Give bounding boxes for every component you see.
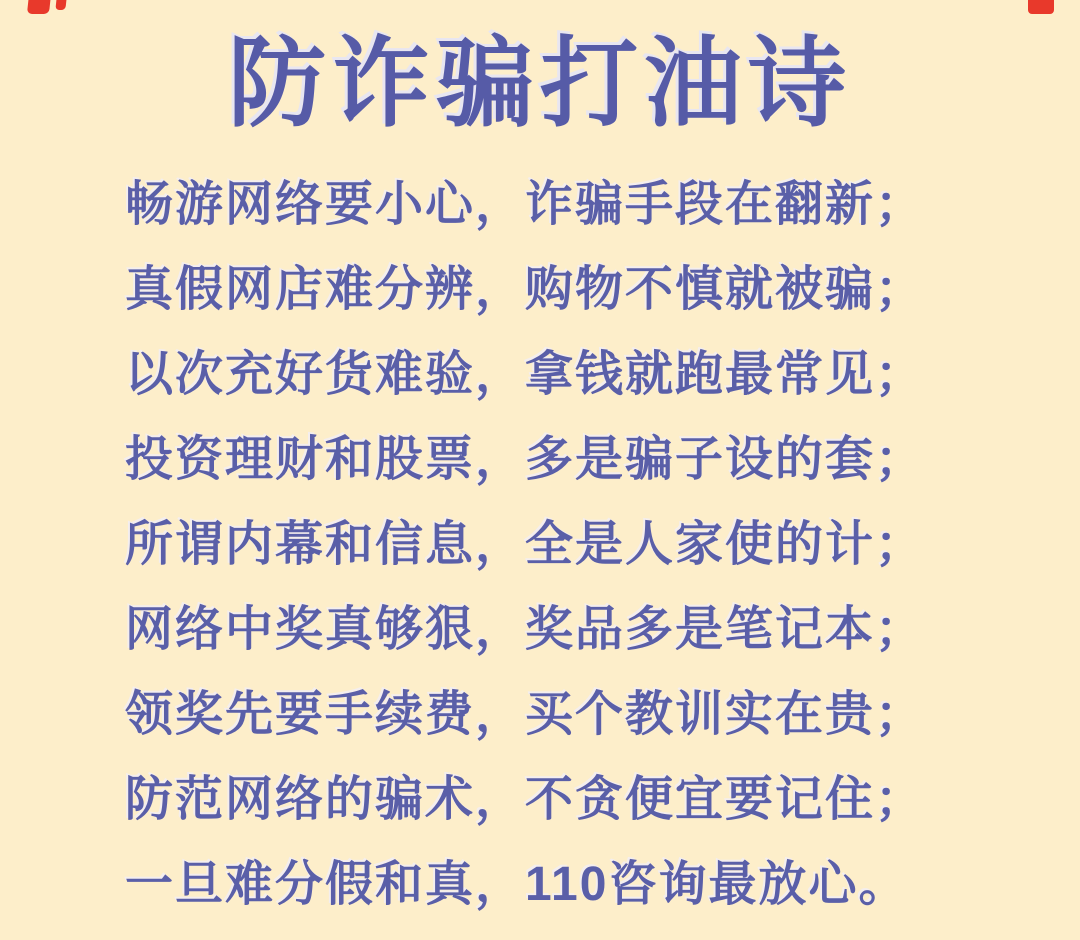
poem-line-7: 领奖先要手续费，买个教训实在贵； (125, 687, 926, 741)
poem-line-3: 以次充好货难验，拿钱就跑最常见； (125, 347, 926, 401)
poem-line-8: 防范网络的骗术，不贪便宜要记住； (125, 772, 926, 826)
poem-body (125, 162, 955, 927)
poem-line-5: 所谓内幕和信息，全是人家使的计； (125, 517, 926, 571)
red-corner-fragment-left (27, 0, 51, 14)
poem-line-6: 网络中奖真够狠，奖品多是笔记本； (125, 602, 926, 656)
poem-line-9: 一旦难分假和真，110咨询最放心。 (125, 857, 909, 911)
poster-title: 防诈骗打油诗 (227, 28, 852, 138)
red-corner-fragment-right (1028, 0, 1054, 14)
poem-line-4: 投资理财和股票，多是骗子设的套； (125, 432, 926, 486)
poem-line-1: 畅游网络要小心，诈骗手段在翻新； (125, 177, 926, 231)
poem-line-2: 真假网店难分辨，购物不慎就被骗； (125, 262, 926, 316)
